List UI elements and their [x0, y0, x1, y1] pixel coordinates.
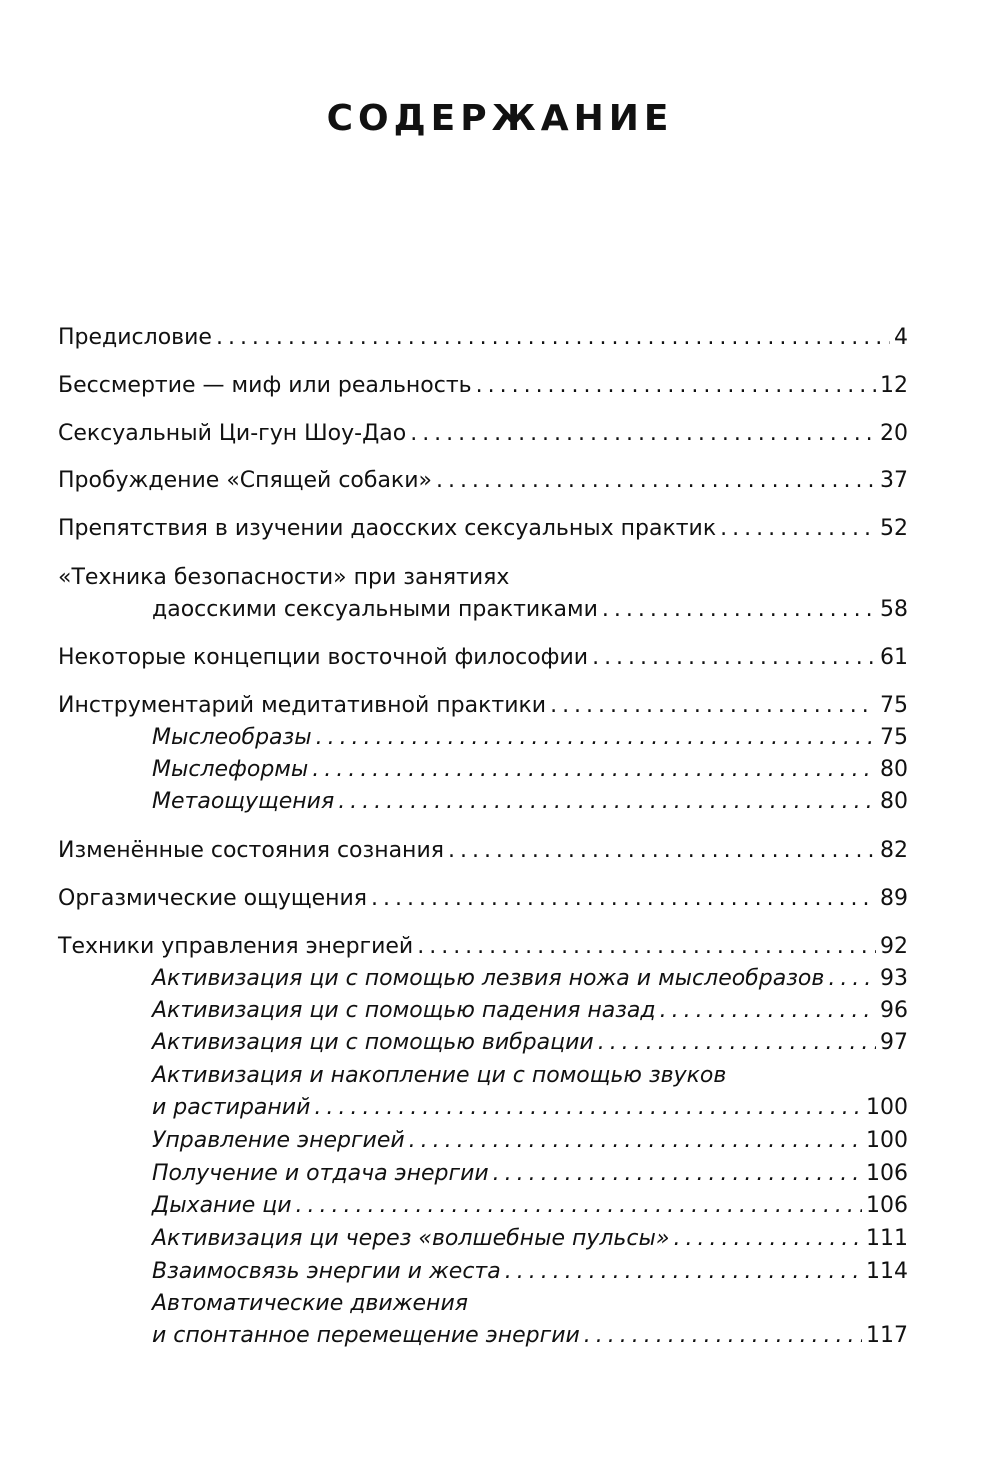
toc-entry-title: Мыслеформы	[152, 757, 309, 782]
toc-leader-dots	[436, 465, 876, 497]
toc-entry-title: Пробуждение «Спящей собаки»	[58, 468, 432, 493]
toc-entry-title: Активизация ци с помощью вибрации	[152, 1030, 594, 1055]
toc-page-number: 117	[866, 1323, 908, 1348]
toc-page-number: 58	[880, 597, 908, 622]
toc-entry-title: Активизация ци через «волшебные пульсы»	[152, 1226, 670, 1251]
toc-leader-dots	[660, 995, 876, 1027]
toc-page-number: 106	[866, 1161, 908, 1186]
toc-page-number: 114	[866, 1259, 908, 1284]
toc-entry-title: Инструментарий медитативной практики	[58, 693, 547, 718]
toc-subentry[interactable]	[152, 1027, 908, 1059]
toc-entry[interactable]	[58, 465, 908, 497]
toc-subentry[interactable]	[152, 786, 908, 818]
toc-entry[interactable]	[58, 931, 908, 963]
toc-leader-dots	[371, 883, 876, 915]
page-title: СОДЕРЖАНИЕ	[326, 98, 674, 139]
toc-leader-dots	[598, 1027, 876, 1059]
toc-entry-title: Оргазмические ощущения	[58, 886, 368, 911]
toc-entry-title-line2: и растираний	[152, 1095, 311, 1120]
toc-leader-dots	[409, 1125, 862, 1157]
toc-subentry[interactable]	[152, 1158, 908, 1190]
toc-page-number: 37	[880, 468, 908, 493]
toc-leader-dots	[584, 1320, 862, 1352]
toc-entry[interactable]	[58, 642, 908, 674]
toc-entry-title: Техники управления энергией	[58, 934, 414, 959]
toc-entry-title: Изменённые состояния сознания	[58, 838, 444, 863]
toc-entry-title-line2: и спонтанное перемещение энергии	[152, 1323, 580, 1348]
toc-entry[interactable]	[58, 370, 908, 402]
toc-page-number: 80	[880, 757, 908, 782]
toc-leader-dots	[493, 1158, 862, 1190]
toc-page-number: 12	[880, 373, 908, 398]
toc-subentry-title-line1[interactable]: Автоматические движения	[152, 1291, 468, 1316]
toc-page-number: 80	[880, 789, 908, 814]
toc-entry[interactable]	[58, 883, 908, 915]
toc-leader-dots	[338, 786, 876, 818]
toc-page-number: 75	[880, 725, 908, 750]
toc-entry[interactable]	[58, 322, 908, 354]
toc-page-number: 61	[880, 645, 908, 670]
toc-page-number: 100	[866, 1128, 908, 1153]
toc-entry-title: Сексуальный Ци-гун Шоу-Дао	[58, 421, 407, 446]
toc-leader-dots	[550, 690, 876, 722]
toc-entry-title: Дыхание ци	[152, 1193, 292, 1218]
toc-subentry[interactable]	[152, 722, 908, 754]
toc-page-number: 93	[880, 966, 908, 991]
toc-entry[interactable]	[58, 835, 908, 867]
toc-subentry[interactable]	[152, 1256, 908, 1288]
toc-entry-title-line2: даосскими сексуальными практиками	[152, 597, 598, 622]
toc-leader-dots	[316, 722, 876, 754]
toc-leader-dots	[216, 322, 890, 354]
toc-subentry-title-line1[interactable]: Активизация и накопление ци с помощью звуков	[152, 1063, 727, 1088]
toc-entry-title: Активизация ци с помощью падения назад	[152, 998, 656, 1023]
toc-entry-title: Мыслеобразы	[152, 725, 312, 750]
toc-entry-title: Бессмертие — миф или реальность	[58, 373, 472, 398]
toc-subentry[interactable]	[152, 995, 908, 1027]
toc-subentry[interactable]	[152, 963, 908, 995]
toc-leader-dots	[505, 1256, 862, 1288]
toc-entry[interactable]	[152, 594, 908, 626]
toc-leader-dots	[476, 370, 876, 402]
toc-entry-title: Управление энергией	[152, 1128, 405, 1153]
toc-leader-dots	[448, 835, 876, 867]
toc-page-number: 96	[880, 998, 908, 1023]
toc-page-number: 4	[894, 325, 908, 350]
toc-leader-dots	[410, 418, 876, 450]
toc-entry[interactable]	[58, 513, 908, 545]
toc-leader-dots	[314, 1092, 862, 1124]
toc-leader-dots	[720, 513, 876, 545]
toc-entry[interactable]	[58, 690, 908, 722]
toc-leader-dots	[828, 963, 876, 995]
toc-leader-dots	[673, 1223, 862, 1255]
toc-entry-title: Получение и отдача энергии	[152, 1161, 489, 1186]
toc-entry-title: Взаимосвязь энергии и жеста	[152, 1259, 501, 1284]
toc-leader-dots	[417, 931, 876, 963]
toc-page-number: 97	[880, 1030, 908, 1055]
toc-page-number: 82	[880, 838, 908, 863]
toc-entry-title-line1[interactable]: «Техника безопасности» при занятиях	[58, 565, 510, 590]
toc-page-number: 92	[880, 934, 908, 959]
toc-entry-title: Препятствия в изучении даосских сексуальных практик	[58, 516, 717, 541]
toc-page-number: 111	[866, 1226, 908, 1251]
toc-page-number: 89	[880, 886, 908, 911]
toc-page-number: 106	[866, 1193, 908, 1218]
toc-subentry[interactable]	[152, 1125, 908, 1157]
toc-leader-dots	[312, 754, 876, 786]
toc-entry-title: Активизация ци с помощью лезвия ножа и мыслеобразов	[152, 966, 825, 991]
toc-page-number: 75	[880, 693, 908, 718]
toc-leader-dots	[296, 1190, 862, 1222]
toc-subentry[interactable]	[152, 1092, 908, 1124]
toc-leader-dots	[592, 642, 876, 674]
toc-subentry[interactable]	[152, 1223, 908, 1255]
toc-subentry[interactable]	[152, 1190, 908, 1222]
toc-leader-dots	[602, 594, 876, 626]
toc-page-number: 100	[866, 1095, 908, 1120]
toc-page-number: 52	[880, 516, 908, 541]
toc-subentry[interactable]	[152, 1320, 908, 1352]
toc-entry-title: Метаощущения	[152, 789, 335, 814]
toc-entry-title: Предисловие	[58, 325, 212, 350]
toc-page-number: 20	[880, 421, 908, 446]
toc-entry-title: Некоторые концепции восточной философии	[58, 645, 589, 670]
toc-entry[interactable]	[58, 418, 908, 450]
toc-subentry[interactable]	[152, 754, 908, 786]
